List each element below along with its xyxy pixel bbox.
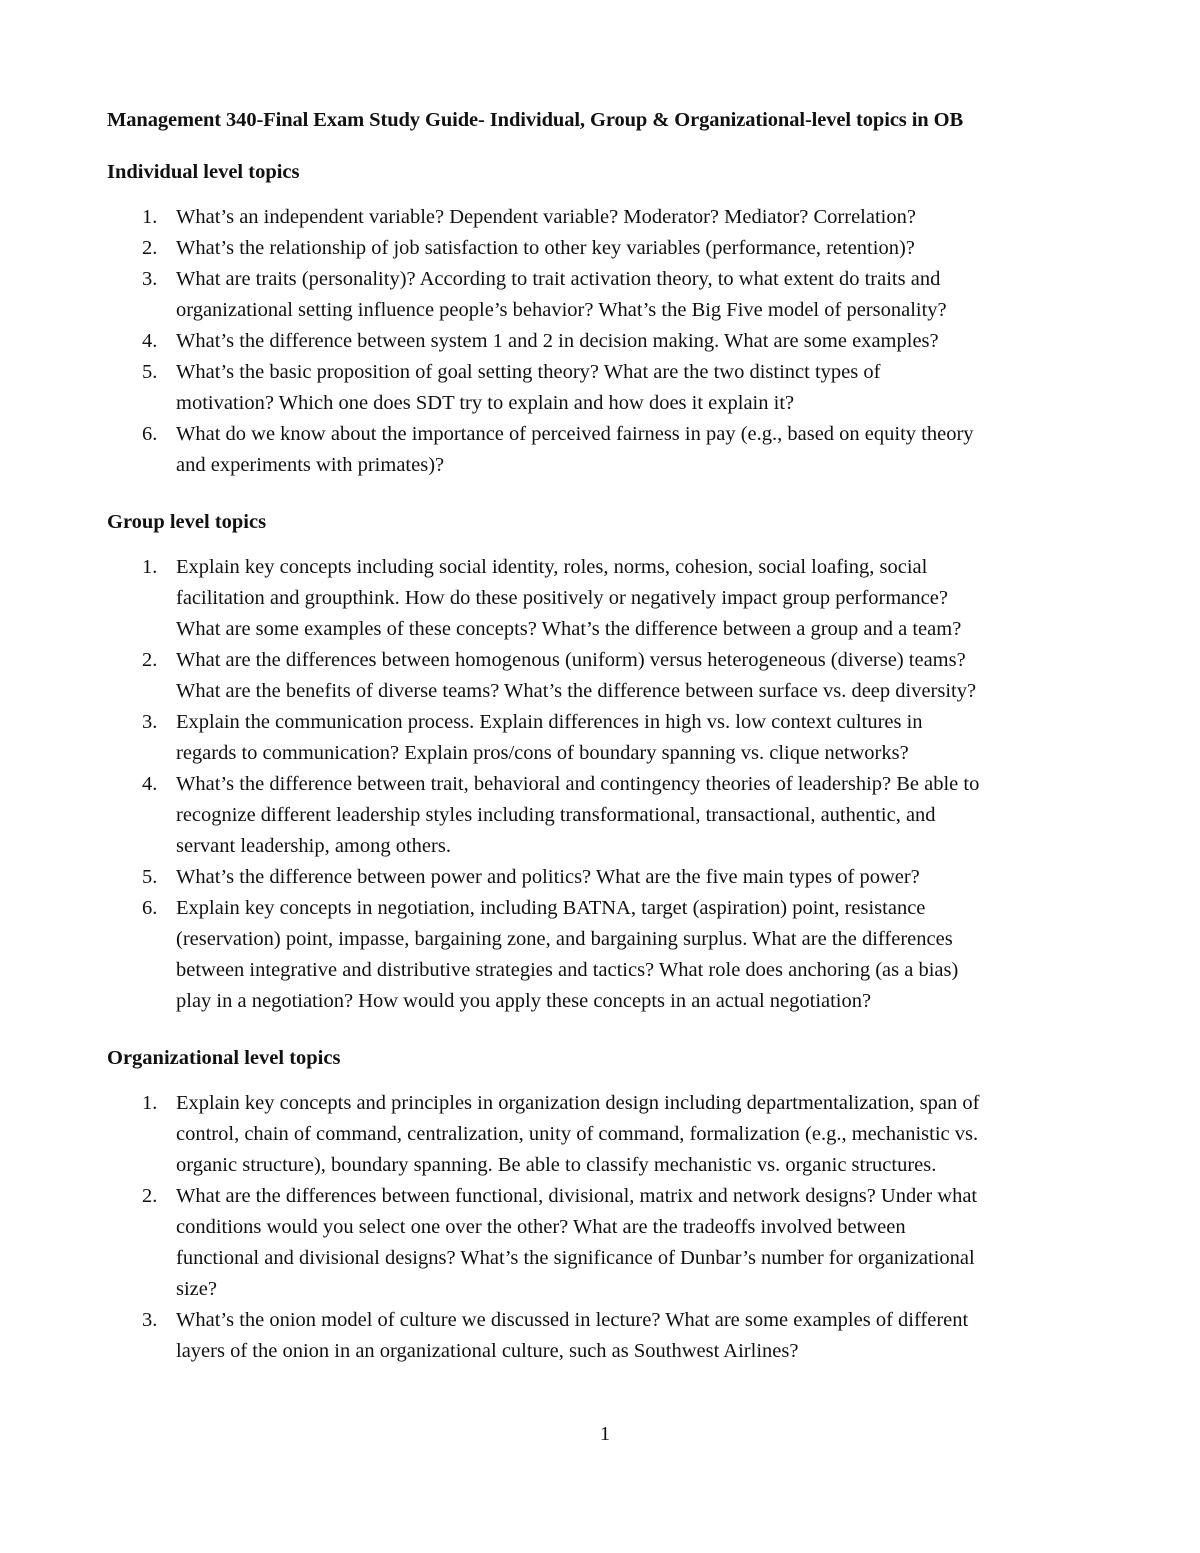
list-item-text-line: and experiments with primates)? <box>176 454 445 476</box>
list-item <box>107 264 1107 326</box>
list-item-text-line: What’s an independent variable? Dependent variable? Moderator? Mediator? Correlation? <box>176 206 916 228</box>
list-item-text-line: Explain the communication process. Explain differences in high vs. low context cultures in <box>176 711 923 733</box>
list-item-number: 4. <box>142 773 158 795</box>
list-item-text-line: What do we know about the importance of perceived fairness in pay (e.g., based on equity theory <box>176 423 974 445</box>
list-item-number: 3. <box>142 1309 158 1331</box>
list-item <box>107 1181 1107 1305</box>
list-item <box>107 357 1107 419</box>
section-heading: Individual level topics <box>107 161 300 183</box>
list-item-text-line: What’s the difference between power and politics? What are the five main types of power? <box>176 866 920 888</box>
list-item-number: 6. <box>142 423 158 445</box>
list-item-number: 2. <box>142 649 158 671</box>
topic-list <box>107 202 1107 481</box>
list-item-text-line: motivation? Which one does SDT try to explain and how does it explain it? <box>176 392 795 414</box>
list-item-text-line: What are the benefits of diverse teams? What’s the difference between surface vs. deep diversity? <box>176 680 977 702</box>
list-item <box>107 707 1107 769</box>
list-item-text-line: conditions would you select one over the other? What are the tradeoffs involved between <box>176 1216 906 1238</box>
list-item-text-line: servant leadership, among others. <box>176 835 451 857</box>
list-item-number: 1. <box>142 556 158 578</box>
list-item-text-line: control, chain of command, centralization, unity of command, formalization (e.g., mechanistic vs. <box>176 1123 979 1145</box>
section-group-level <box>107 507 1107 1017</box>
list-item-text-line: between integrative and distributive strategies and tactics? What role does anchoring (as a bias) <box>176 959 959 981</box>
list-item-text-line: functional and divisional designs? What’s the significance of Dunbar’s number for organizational <box>176 1247 975 1269</box>
list-item-text-line: What’s the basic proposition of goal setting theory? What are the two distinct types of <box>176 361 881 383</box>
list-item-text-line: What are traits (personality)? According to trait activation theory, to what extent do traits and <box>176 268 941 290</box>
list-item-text-line: Explain key concepts and principles in organization design including departmentalization, span of <box>176 1092 980 1114</box>
list-item-text-line: Explain key concepts in negotiation, including BATNA, target (aspiration) point, resistance <box>176 897 926 919</box>
list-item-number: 5. <box>142 866 158 888</box>
list-item <box>107 419 1107 481</box>
list-item <box>107 1305 1107 1367</box>
list-item-number: 1. <box>142 1092 158 1114</box>
list-item-number: 4. <box>142 330 158 352</box>
page-number: 1 <box>599 1423 611 1445</box>
list-item <box>107 552 1107 645</box>
section-heading: Group level topics <box>107 511 267 533</box>
list-item-text-line: layers of the onion in an organizational culture, such as Southwest Airlines? <box>176 1340 799 1362</box>
list-item <box>107 326 1107 357</box>
list-item-text-line: What are some examples of these concepts? What’s the difference between a group and a team? <box>176 618 962 640</box>
list-item-text-line: organic structure), boundary spanning. Be able to classify mechanistic vs. organic structures. <box>176 1154 937 1176</box>
list-item-text-line: (reservation) point, impasse, bargaining zone, and bargaining surplus. What are the differences <box>176 928 953 950</box>
list-item <box>107 645 1107 707</box>
document-title: Management 340-Final Exam Study Guide- Individual, Group & Organizational-level topics in OB <box>107 109 964 131</box>
list-item <box>107 1088 1107 1181</box>
list-item-number: 6. <box>142 897 158 919</box>
section-heading: Organizational level topics <box>107 1047 341 1069</box>
list-item <box>107 233 1107 264</box>
list-item-text-line: recognize different leadership styles including transformational, transactional, authentic, and <box>176 804 936 826</box>
list-item-text-line: What’s the difference between system 1 and 2 in decision making. What are some examples? <box>176 330 939 352</box>
list-item-text-line: play in a negotiation? How would you apply these concepts in an actual negotiation? <box>176 990 872 1012</box>
list-item-text-line: size? <box>176 1278 217 1300</box>
list-item-number: 2. <box>142 1185 158 1207</box>
list-item-text-line: regards to communication? Explain pros/cons of boundary spanning vs. clique networks? <box>176 742 909 764</box>
list-item-number: 2. <box>142 237 158 259</box>
list-item-text-line: What’s the difference between trait, behavioral and contingency theories of leadership? Be able to <box>176 773 980 795</box>
topic-list <box>107 1088 1107 1367</box>
list-item-text-line: What are the differences between homogenous (uniform) versus heterogeneous (diverse) teams? <box>176 649 966 671</box>
list-item-text-line: facilitation and groupthink. How do these positively or negatively impact group performance? <box>176 587 948 609</box>
topic-list <box>107 552 1107 1017</box>
section-organizational-level <box>107 1043 1107 1367</box>
list-item <box>107 862 1107 893</box>
section-individual-level <box>107 157 1107 481</box>
list-item-text-line: What are the differences between functional, divisional, matrix and network designs? Under what <box>176 1185 978 1207</box>
list-item-text-line: What’s the relationship of job satisfaction to other key variables (performance, retention)? <box>176 237 915 259</box>
list-item-number: 3. <box>142 711 158 733</box>
list-item-number: 3. <box>142 268 158 290</box>
list-item-text-line: What’s the onion model of culture we discussed in lecture? What are some examples of different <box>176 1309 969 1331</box>
list-item-text-line: organizational setting influence people’s behavior? What’s the Big Five model of personality? <box>176 299 947 321</box>
list-item-number: 5. <box>142 361 158 383</box>
list-item-text-line: Explain key concepts including social identity, roles, norms, cohesion, social loafing, social <box>176 556 928 578</box>
list-item <box>107 202 1107 233</box>
list-item <box>107 893 1107 1017</box>
list-item-number: 1. <box>142 206 158 228</box>
list-item <box>107 769 1107 862</box>
